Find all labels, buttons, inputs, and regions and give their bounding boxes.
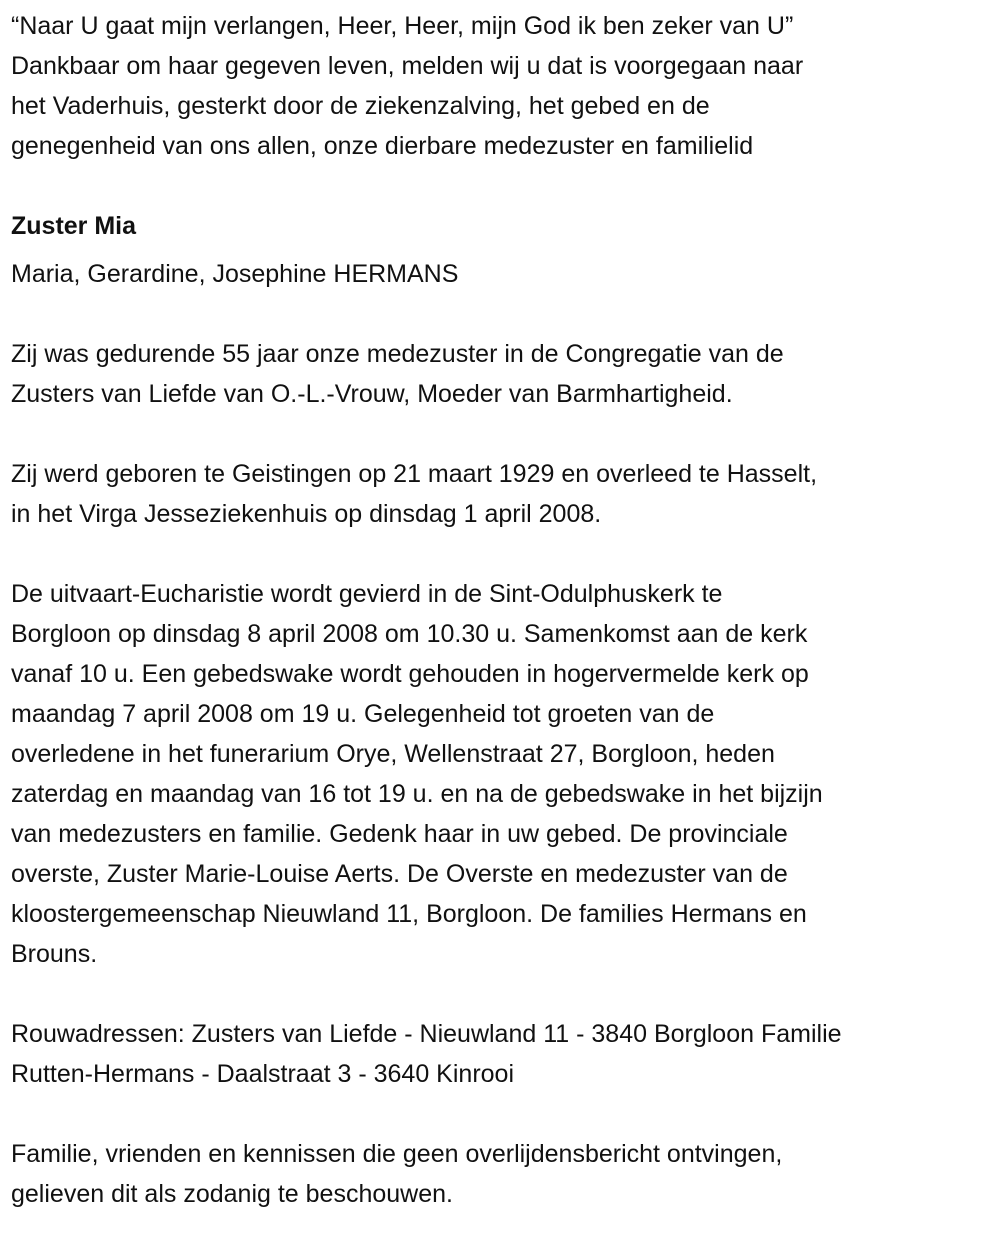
- text-line: maandag 7 april 2008 om 19 u. Gelegenheid tot groeten van de: [11, 700, 715, 728]
- text-line: vanaf 10 u. Een gebedswake wordt gehouden in hogervermelde kerk op: [11, 660, 809, 688]
- text-line: in het Virga Jesseziekenhuis op dinsdag 1 april 2008.: [11, 500, 602, 528]
- text-line: genegenheid van ons allen, onze dierbare medezuster en familielid: [11, 132, 754, 160]
- text-line: zaterdag en maandag van 16 tot 19 u. en na de gebedswake in het bijzijn: [11, 780, 823, 808]
- text-line: Borgloon op dinsdag 8 april 2008 om 10.30 u. Samenkomst aan de kerk: [11, 620, 808, 648]
- text-line: Rutten-Hermans - Daalstraat 3 - 3640 Kinrooi: [11, 1060, 515, 1088]
- paragraph: [11, 1134, 996, 1214]
- text-line: overledene in het funerarium Orye, Wellenstraat 27, Borgloon, heden: [11, 740, 775, 768]
- text-line: Rouwadressen: Zusters van Liefde - Nieuwland 11 - 3840 Borgloon Familie: [11, 1020, 842, 1048]
- text-line: “Naar U gaat mijn verlangen, Heer, Heer, mijn God ik ben zeker van U”: [11, 12, 794, 40]
- text-line: Zij werd geboren te Geistingen op 21 maart 1929 en overleed te Hasselt,: [11, 460, 818, 488]
- text-line: Zusters van Liefde van O.-L.-Vrouw, Moeder van Barmhartigheid.: [11, 380, 733, 408]
- intro-paragraph: [11, 6, 996, 166]
- paragraph: [11, 1014, 996, 1094]
- text-line: het Vaderhuis, gesterkt door de ziekenzalving, het gebed en de: [11, 92, 710, 120]
- text-line: De uitvaart-Eucharistie wordt gevierd in de Sint-Odulphuskerk te: [11, 580, 723, 608]
- text-line: Familie, vrienden en kennissen die geen overlijdensbericht ontvingen,: [11, 1140, 783, 1168]
- paragraph: [11, 334, 996, 414]
- full-name: Maria, Gerardine, Josephine HERMANS: [11, 260, 459, 288]
- text-line: van medezusters en familie. Gedenk haar in uw gebed. De provinciale: [11, 820, 788, 848]
- text-line: gelieven dit als zodanig te beschouwen.: [11, 1180, 453, 1208]
- text-line: overste, Zuster Marie-Louise Aerts. De Overste en medezuster van de: [11, 860, 788, 888]
- paragraph: [11, 454, 996, 534]
- text-line: Dankbaar om haar gegeven leven, melden wij u dat is voorgegaan naar: [11, 52, 804, 80]
- obituary-document: [11, 6, 996, 1254]
- text-line: Brouns.: [11, 940, 98, 968]
- text-line: Zij was gedurende 55 jaar onze medezuster in de Congregatie van de: [11, 340, 784, 368]
- paragraph: [11, 574, 996, 974]
- deceased-name: Zuster Mia: [11, 212, 137, 240]
- text-line: kloostergemeenschap Nieuwland 11, Borgloon. De families Hermans en: [11, 900, 807, 928]
